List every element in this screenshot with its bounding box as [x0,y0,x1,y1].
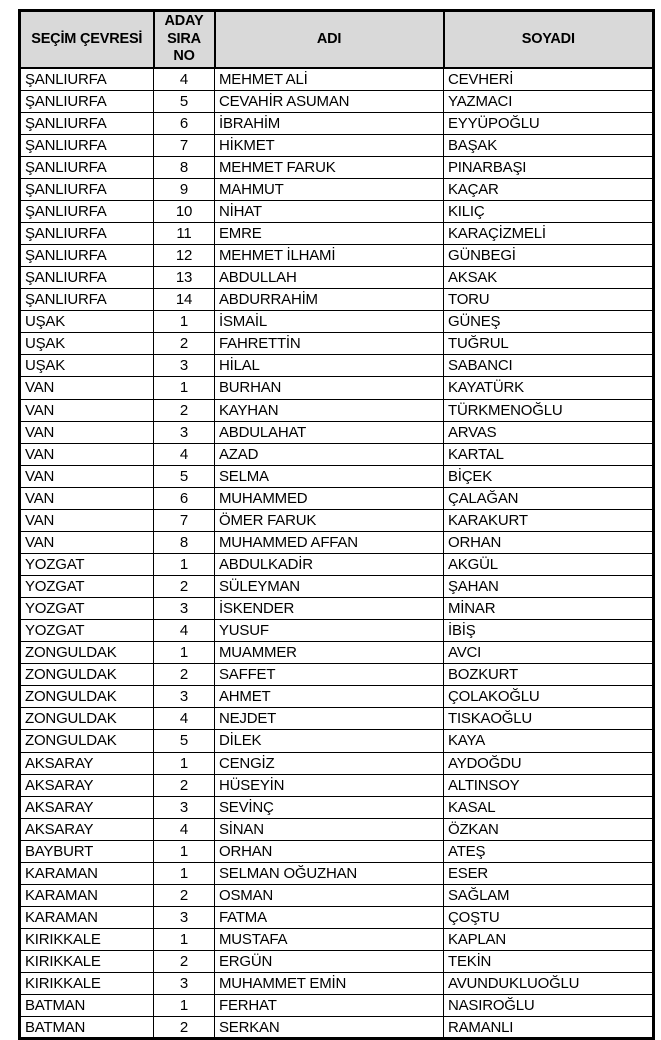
cell-secim-cevresi: ŞANLIURFA [20,200,154,222]
cell-secim-cevresi: ŞANLIURFA [20,156,154,178]
cell-aday-sira-no: 6 [154,487,215,509]
table-row [20,840,654,862]
cell-aday-sira-no: 2 [154,333,215,355]
cell-adi: İSMAİL [215,311,444,333]
cell-adi: SERKAN [215,1017,444,1039]
cell-aday-sira-no: 2 [154,1017,215,1039]
table-header-row [20,11,654,69]
cell-soyadi: ŞAHAN [444,576,654,598]
table-row [20,156,654,178]
cell-adi: SELMAN OĞUZHAN [215,862,444,884]
table-row [20,267,654,289]
cell-secim-cevresi: BATMAN [20,1017,154,1039]
cell-aday-sira-no: 1 [154,840,215,862]
cell-aday-sira-no: 2 [154,576,215,598]
cell-adi: MAHMUT [215,178,444,200]
cell-aday-sira-no: 2 [154,664,215,686]
cell-soyadi: TUĞRUL [444,333,654,355]
cell-aday-sira-no: 10 [154,200,215,222]
cell-soyadi: KARTAL [444,443,654,465]
cell-soyadi: KAYA [444,730,654,752]
cell-secim-cevresi: ŞANLIURFA [20,223,154,245]
column-header-adi: ADI [215,11,444,69]
cell-aday-sira-no: 13 [154,267,215,289]
cell-adi: MUSTAFA [215,929,444,951]
cell-secim-cevresi: ŞANLIURFA [20,245,154,267]
cell-aday-sira-no: 7 [154,134,215,156]
table-row [20,90,654,112]
cell-aday-sira-no: 5 [154,90,215,112]
table-row [20,68,654,90]
cell-secim-cevresi: ŞANLIURFA [20,267,154,289]
cell-soyadi: NASIROĞLU [444,995,654,1017]
cell-aday-sira-no: 12 [154,245,215,267]
cell-soyadi: KASAL [444,796,654,818]
cell-secim-cevresi: ŞANLIURFA [20,90,154,112]
cell-soyadi: KILIÇ [444,200,654,222]
cell-soyadi: ALTINSOY [444,774,654,796]
cell-secim-cevresi: VAN [20,377,154,399]
cell-soyadi: KARAKURT [444,509,654,531]
cell-aday-sira-no: 1 [154,862,215,884]
cell-aday-sira-no: 7 [154,509,215,531]
cell-secim-cevresi: UŞAK [20,355,154,377]
cell-adi: HÜSEYİN [215,774,444,796]
cell-adi: MUAMMER [215,642,444,664]
table-row [20,929,654,951]
cell-soyadi: AKSAK [444,267,654,289]
cell-secim-cevresi: UŞAK [20,333,154,355]
table-row [20,906,654,928]
cell-soyadi: CEVHERİ [444,68,654,90]
cell-aday-sira-no: 2 [154,951,215,973]
cell-secim-cevresi: VAN [20,399,154,421]
cell-aday-sira-no: 3 [154,686,215,708]
table-row [20,333,654,355]
table-row [20,995,654,1017]
cell-adi: SELMA [215,465,444,487]
cell-secim-cevresi: AKSARAY [20,752,154,774]
table-row [20,289,654,311]
cell-secim-cevresi: VAN [20,421,154,443]
cell-soyadi: GÜNBEGİ [444,245,654,267]
cell-adi: İSKENDER [215,598,444,620]
cell-adi: MEHMET ALİ [215,68,444,90]
cell-aday-sira-no: 6 [154,112,215,134]
cell-adi: FERHAT [215,995,444,1017]
cell-secim-cevresi: ŞANLIURFA [20,68,154,90]
cell-secim-cevresi: ŞANLIURFA [20,178,154,200]
cell-soyadi: SABANCI [444,355,654,377]
cell-soyadi: ESER [444,862,654,884]
cell-aday-sira-no: 1 [154,929,215,951]
cell-soyadi: AVUNDUKLUOĞLU [444,973,654,995]
cell-adi: MEHMET İLHAMİ [215,245,444,267]
table-row [20,443,654,465]
cell-aday-sira-no: 11 [154,223,215,245]
table-row [20,178,654,200]
cell-aday-sira-no: 1 [154,377,215,399]
cell-adi: SÜLEYMAN [215,576,444,598]
cell-adi: ABDURRAHİM [215,289,444,311]
table-row [20,223,654,245]
cell-adi: MUHAMMED AFFAN [215,531,444,553]
table-row [20,421,654,443]
cell-aday-sira-no: 3 [154,906,215,928]
cell-aday-sira-no: 1 [154,995,215,1017]
cell-adi: BURHAN [215,377,444,399]
cell-aday-sira-no: 2 [154,774,215,796]
cell-soyadi: BOZKURT [444,664,654,686]
cell-secim-cevresi: YOZGAT [20,598,154,620]
cell-adi: İBRAHİM [215,112,444,134]
cell-secim-cevresi: KARAMAN [20,862,154,884]
cell-aday-sira-no: 2 [154,884,215,906]
cell-secim-cevresi: AKSARAY [20,818,154,840]
table-row [20,774,654,796]
cell-secim-cevresi: ZONGULDAK [20,708,154,730]
cell-secim-cevresi: ZONGULDAK [20,730,154,752]
candidate-table [18,9,655,1040]
cell-adi: MEHMET FARUK [215,156,444,178]
table-row [20,1017,654,1039]
cell-soyadi: BİÇEK [444,465,654,487]
cell-soyadi: ARVAS [444,421,654,443]
cell-secim-cevresi: ŞANLIURFA [20,289,154,311]
cell-aday-sira-no: 3 [154,355,215,377]
table-row [20,377,654,399]
cell-adi: ÖMER FARUK [215,509,444,531]
cell-soyadi: AKGÜL [444,553,654,575]
cell-soyadi: BAŞAK [444,134,654,156]
cell-adi: FATMA [215,906,444,928]
cell-soyadi: KARAÇİZMELİ [444,223,654,245]
table-row [20,973,654,995]
table-row [20,553,654,575]
table-row [20,134,654,156]
cell-soyadi: ÖZKAN [444,818,654,840]
table-row [20,598,654,620]
cell-aday-sira-no: 5 [154,730,215,752]
cell-secim-cevresi: AKSARAY [20,796,154,818]
cell-aday-sira-no: 1 [154,553,215,575]
candidate-table-body [20,68,654,1039]
cell-secim-cevresi: YOZGAT [20,620,154,642]
cell-aday-sira-no: 1 [154,642,215,664]
cell-soyadi: PINARBAŞI [444,156,654,178]
cell-soyadi: İBİŞ [444,620,654,642]
cell-adi: ABDULAHAT [215,421,444,443]
table-row [20,642,654,664]
cell-adi: SAFFET [215,664,444,686]
cell-soyadi: AVCI [444,642,654,664]
cell-soyadi: ÇOLAKOĞLU [444,686,654,708]
column-header-aday-sira-no: ADAY SIRA NO [154,11,215,69]
cell-aday-sira-no: 3 [154,421,215,443]
cell-secim-cevresi: KIRIKKALE [20,929,154,951]
cell-soyadi: KAPLAN [444,929,654,951]
cell-adi: SEVİNÇ [215,796,444,818]
cell-soyadi: SAĞLAM [444,884,654,906]
table-row [20,951,654,973]
cell-soyadi: MİNAR [444,598,654,620]
table-row [20,465,654,487]
cell-adi: DİLEK [215,730,444,752]
table-row [20,311,654,333]
cell-soyadi: ÇALAĞAN [444,487,654,509]
cell-soyadi: TÜRKMENOĞLU [444,399,654,421]
cell-secim-cevresi: KARAMAN [20,906,154,928]
cell-adi: SİNAN [215,818,444,840]
cell-secim-cevresi: VAN [20,531,154,553]
column-header-soyadi: SOYADI [444,11,654,69]
cell-secim-cevresi: KIRIKKALE [20,951,154,973]
cell-soyadi: YAZMACI [444,90,654,112]
cell-secim-cevresi: ZONGULDAK [20,664,154,686]
table-row [20,487,654,509]
table-row [20,796,654,818]
cell-aday-sira-no: 5 [154,465,215,487]
cell-aday-sira-no: 8 [154,156,215,178]
cell-adi: EMRE [215,223,444,245]
cell-secim-cevresi: ZONGULDAK [20,642,154,664]
table-row [20,862,654,884]
cell-secim-cevresi: BATMAN [20,995,154,1017]
table-row [20,200,654,222]
cell-aday-sira-no: 14 [154,289,215,311]
cell-adi: AZAD [215,443,444,465]
cell-soyadi: KAYATÜRK [444,377,654,399]
cell-secim-cevresi: UŞAK [20,311,154,333]
cell-secim-cevresi: YOZGAT [20,553,154,575]
cell-aday-sira-no: 8 [154,531,215,553]
cell-secim-cevresi: VAN [20,509,154,531]
table-row [20,399,654,421]
cell-adi: FAHRETTİN [215,333,444,355]
column-header-secim-cevresi: SEÇİM ÇEVRESİ [20,11,154,69]
cell-soyadi: AYDOĞDU [444,752,654,774]
cell-aday-sira-no: 4 [154,708,215,730]
table-row [20,245,654,267]
cell-adi: ERGÜN [215,951,444,973]
cell-adi: HİKMET [215,134,444,156]
table-row [20,531,654,553]
cell-adi: KAYHAN [215,399,444,421]
cell-adi: AHMET [215,686,444,708]
cell-secim-cevresi: VAN [20,465,154,487]
table-header [20,11,654,69]
table-row [20,112,654,134]
cell-soyadi: TISKAOĞLU [444,708,654,730]
table-row [20,708,654,730]
cell-adi: ORHAN [215,840,444,862]
cell-secim-cevresi: VAN [20,487,154,509]
cell-aday-sira-no: 3 [154,973,215,995]
cell-secim-cevresi: BAYBURT [20,840,154,862]
cell-soyadi: RAMANLI [444,1017,654,1039]
cell-secim-cevresi: KIRIKKALE [20,973,154,995]
table-row [20,620,654,642]
table-row [20,686,654,708]
table-row [20,576,654,598]
cell-aday-sira-no: 3 [154,598,215,620]
table-row [20,355,654,377]
cell-secim-cevresi: YOZGAT [20,576,154,598]
cell-soyadi: GÜNEŞ [444,311,654,333]
cell-adi: NEJDET [215,708,444,730]
cell-aday-sira-no: 4 [154,620,215,642]
table-row [20,752,654,774]
table-row [20,664,654,686]
cell-aday-sira-no: 9 [154,178,215,200]
cell-soyadi: TEKİN [444,951,654,973]
cell-aday-sira-no: 4 [154,443,215,465]
cell-soyadi: KAÇAR [444,178,654,200]
cell-adi: CEVAHİR ASUMAN [215,90,444,112]
cell-aday-sira-no: 1 [154,752,215,774]
table-row [20,818,654,840]
table-row [20,730,654,752]
cell-adi: ABDULKADİR [215,553,444,575]
cell-adi: ABDULLAH [215,267,444,289]
cell-soyadi: ATEŞ [444,840,654,862]
cell-aday-sira-no: 4 [154,68,215,90]
cell-secim-cevresi: ZONGULDAK [20,686,154,708]
cell-secim-cevresi: KARAMAN [20,884,154,906]
cell-adi: MUHAMMET EMİN [215,973,444,995]
cell-adi: HİLAL [215,355,444,377]
cell-aday-sira-no: 4 [154,818,215,840]
cell-adi: NİHAT [215,200,444,222]
cell-aday-sira-no: 1 [154,311,215,333]
cell-secim-cevresi: VAN [20,443,154,465]
cell-aday-sira-no: 3 [154,796,215,818]
cell-soyadi: EYYÜPOĞLU [444,112,654,134]
cell-aday-sira-no: 2 [154,399,215,421]
cell-secim-cevresi: AKSARAY [20,774,154,796]
cell-secim-cevresi: ŞANLIURFA [20,134,154,156]
cell-adi: YUSUF [215,620,444,642]
cell-soyadi: TORU [444,289,654,311]
cell-soyadi: ORHAN [444,531,654,553]
cell-adi: OSMAN [215,884,444,906]
cell-soyadi: ÇOŞTU [444,906,654,928]
cell-adi: MUHAMMED [215,487,444,509]
cell-secim-cevresi: ŞANLIURFA [20,112,154,134]
table-row [20,884,654,906]
table-row [20,509,654,531]
cell-adi: CENGİZ [215,752,444,774]
